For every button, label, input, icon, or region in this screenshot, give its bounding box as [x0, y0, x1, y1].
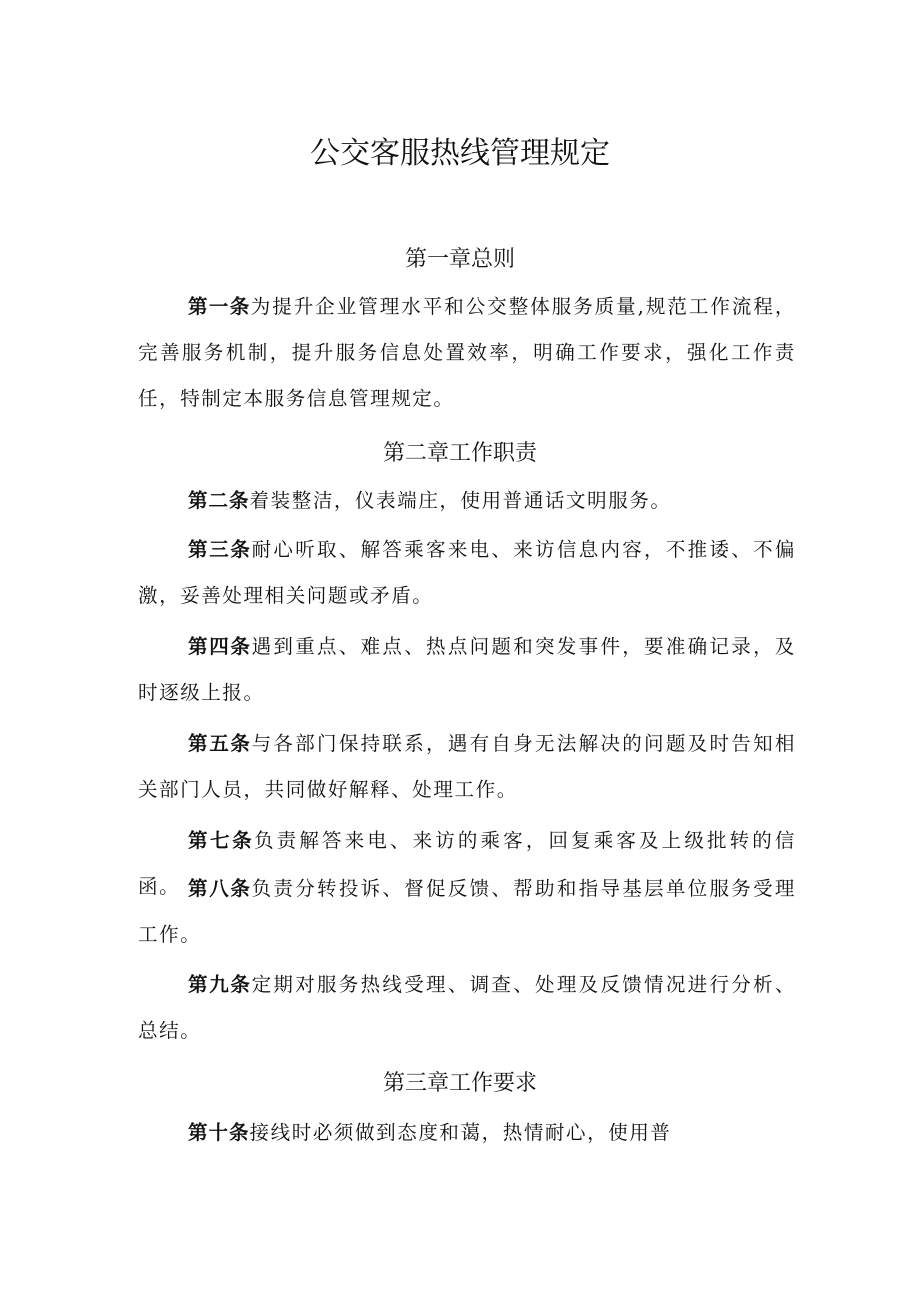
article-label: 第八条	[188, 877, 252, 900]
article-text: 负责解答来电、来访的乘客，回复乘客及上级批转的信函。	[138, 829, 796, 898]
article-label: 第四条	[188, 635, 252, 658]
article-text: 着装整洁，仪表端庄，使用普通话文明服务。	[249, 489, 672, 512]
article-3	[138, 527, 796, 619]
article-text: 接线时必须做到态度和蔼，热情耐心，使用普	[249, 1121, 672, 1144]
article-5	[138, 721, 796, 813]
article-4	[138, 624, 796, 716]
chapter-heading-3: 第三章工作要求	[382, 1071, 537, 1096]
article-8	[138, 866, 796, 958]
article-text: 耐心听取、解答乘客来电、来访信息内容，不推诿、不偏激，妥善处理相关问题或矛盾。	[138, 538, 796, 607]
document-title: 公交客服热线管理规定	[310, 136, 610, 171]
article-10	[138, 1110, 796, 1156]
article-text: 遇到重点、难点、热点问题和突发事件，要准确记录，及时逐级上报。	[138, 635, 796, 704]
article-label: 第七条	[188, 829, 255, 852]
article-9	[138, 962, 796, 1054]
article-label: 第一条	[188, 295, 251, 318]
article-label: 第二条	[188, 489, 250, 512]
chapter-heading-1: 第一章总则	[404, 247, 515, 272]
article-label: 第三条	[188, 538, 252, 561]
article-text: 与各部门保持联系，遇有自身无法解决的问题及时告知相关部门人员，共同做好解释、处理工作。	[138, 732, 796, 801]
chapter-heading-2: 第二章工作职责	[382, 441, 537, 466]
article-text: 定期对服务热线受理、调查、处理及反馈情况进行分析、总结。	[138, 973, 796, 1042]
article-text: 负责分转投诉、督促反馈、帮助和指导基层单位服务受理工作。	[138, 877, 796, 946]
article-2	[138, 478, 796, 524]
article-label: 第十条	[188, 1121, 250, 1144]
article-label: 第九条	[188, 973, 252, 996]
article-text: 为提升企业管理水平和公交整体服务质量,规范工作流程，完善服务机制，提升服务信息处置效率，明确工作要求，强化工作责任，特制定本服务信息管理规定。	[138, 295, 796, 410]
article-1	[138, 284, 796, 422]
article-label: 第五条	[188, 732, 252, 755]
